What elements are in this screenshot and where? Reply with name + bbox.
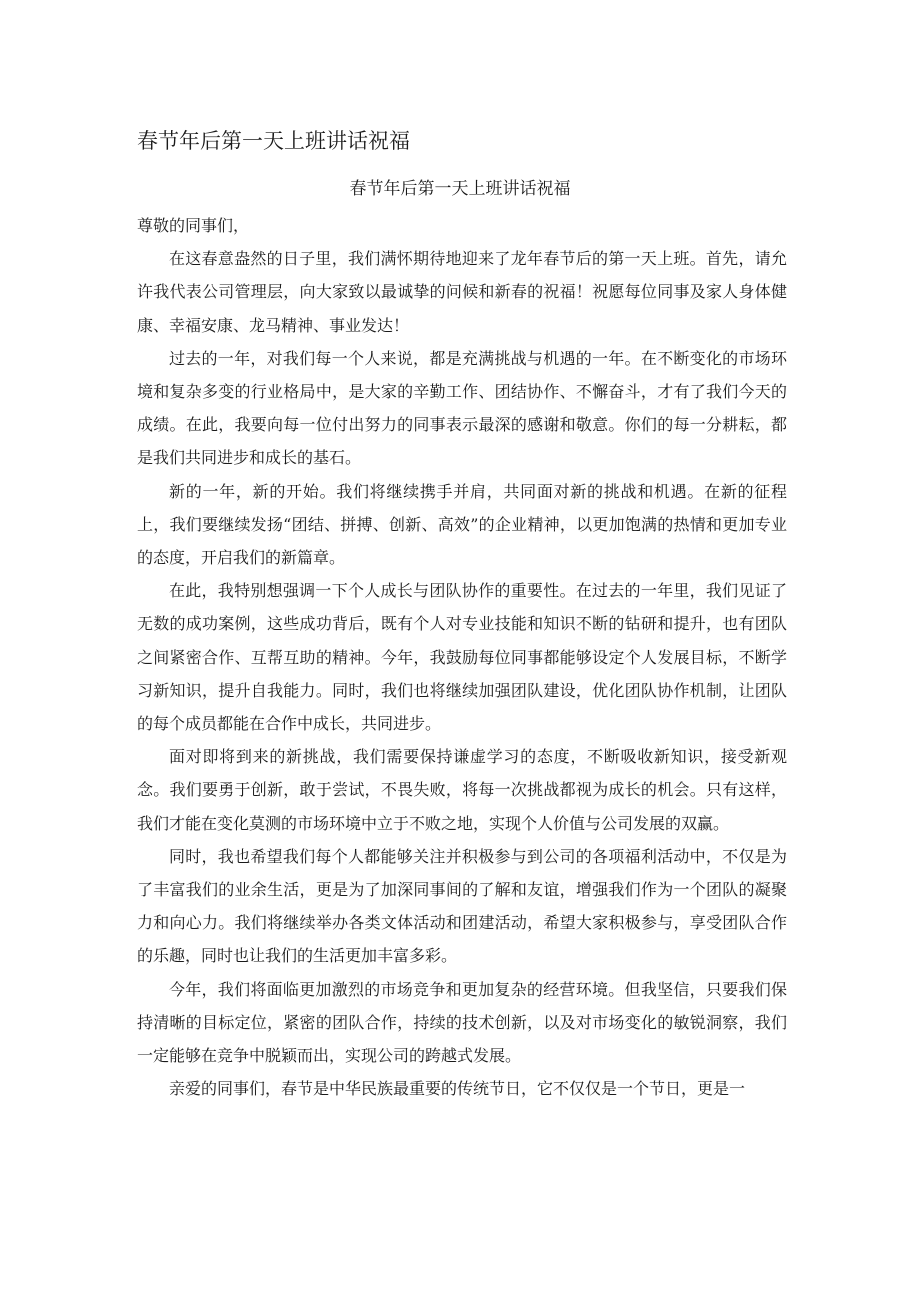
document-body <box>137 209 787 1105</box>
paragraph: 在此，我特别想强调一下个人成长与团队协作的重要性。在过去的一年里，我们见证了无数的成功案例，这些成功背后，既有个人对专业技能和知识不断的钻研和提升，也有团队之间紧密合作、互帮互助的精神。今年，我鼓励每位同事都能够设定个人发展目标，不断学习新知识，提升自我能力。同时，我们也将继续加强团队建设，优化团队协作机制，让团队的每个成员都能在合作中成长，共同进步。 <box>137 581 787 734</box>
paragraph: 亲爱的同事们，春节是中华民族最重要的传统节日，它不仅仅是一个节日，更是一 <box>169 1079 746 1099</box>
document-title: 春节年后第一天上班讲话祝福 <box>137 129 410 153</box>
paragraph: 面对即将到来的新挑战，我们需要保持谦虚学习的态度，不断吸收新知识，接受新观念。我们要勇于创新，敢于尝试，不畏失败，将每一次挑战都视为成长的机会。只有这样，我们才能在变化莫测的市场环境中立于不败之地，实现个人价值与公司发展的双赢。 <box>137 747 787 833</box>
centered-heading: 春节年后第一天上班讲话祝福 <box>349 179 571 199</box>
salutation: 尊敬的同事们， <box>137 216 250 235</box>
paragraph: 在这春意盎然的日子里，我们满怀期待地迎来了龙年春节后的第一天上班。首先，请允许我代表公司管理层，向大家致以最诚挚的问候和新春的祝福！祝愿每位同事及家人身体健康、幸福安康、龙马精神、事业发达！ <box>137 249 787 335</box>
paragraph: 过去的一年，对我们每一个人来说，都是充满挑战与机遇的一年。在不断变化的市场环境和复杂多变的行业格局中，是大家的辛勤工作、团结协作、不懈奋斗，才有了我们今天的成绩。在此，我要向每一位付出努力的同事表示最深的感谢和敬意。你们的每一分耕耘，都是我们共同进步和成长的基石。 <box>137 348 787 468</box>
paragraph: 今年，我们将面临更加激烈的市场竞争和更加复杂的经营环境。但我坚信，只要我们保持清晰的目标定位，紧密的团队合作，持续的技术创新，以及对市场变化的敏锐洞察，我们一定能够在竞争中脱颖而出，实现公司的跨越式发展。 <box>137 979 787 1066</box>
paragraph: 同时，我也希望我们每个人都能够关注并积极参与到公司的各项福利活动中，不仅是为了丰富我们的业余生活，更是为了加深同事间的了解和友谊，增强我们作为一个团队的凝聚力和向心力。我们将继续举办各类文体活动和团建活动，希望大家积极参与，享受团队合作的乐趣，同时也让我们的生活更加丰富多彩。 <box>137 846 787 966</box>
paragraph: 新的一年，新的开始。我们将继续携手并肩，共同面对新的挑战和机遇。在新的征程上，我们要继续发扬“团结、拼搏、创新、高效”的企业精神，以更加饱满的热情和更加专业的态度，开启我们的新篇章。 <box>137 481 787 568</box>
